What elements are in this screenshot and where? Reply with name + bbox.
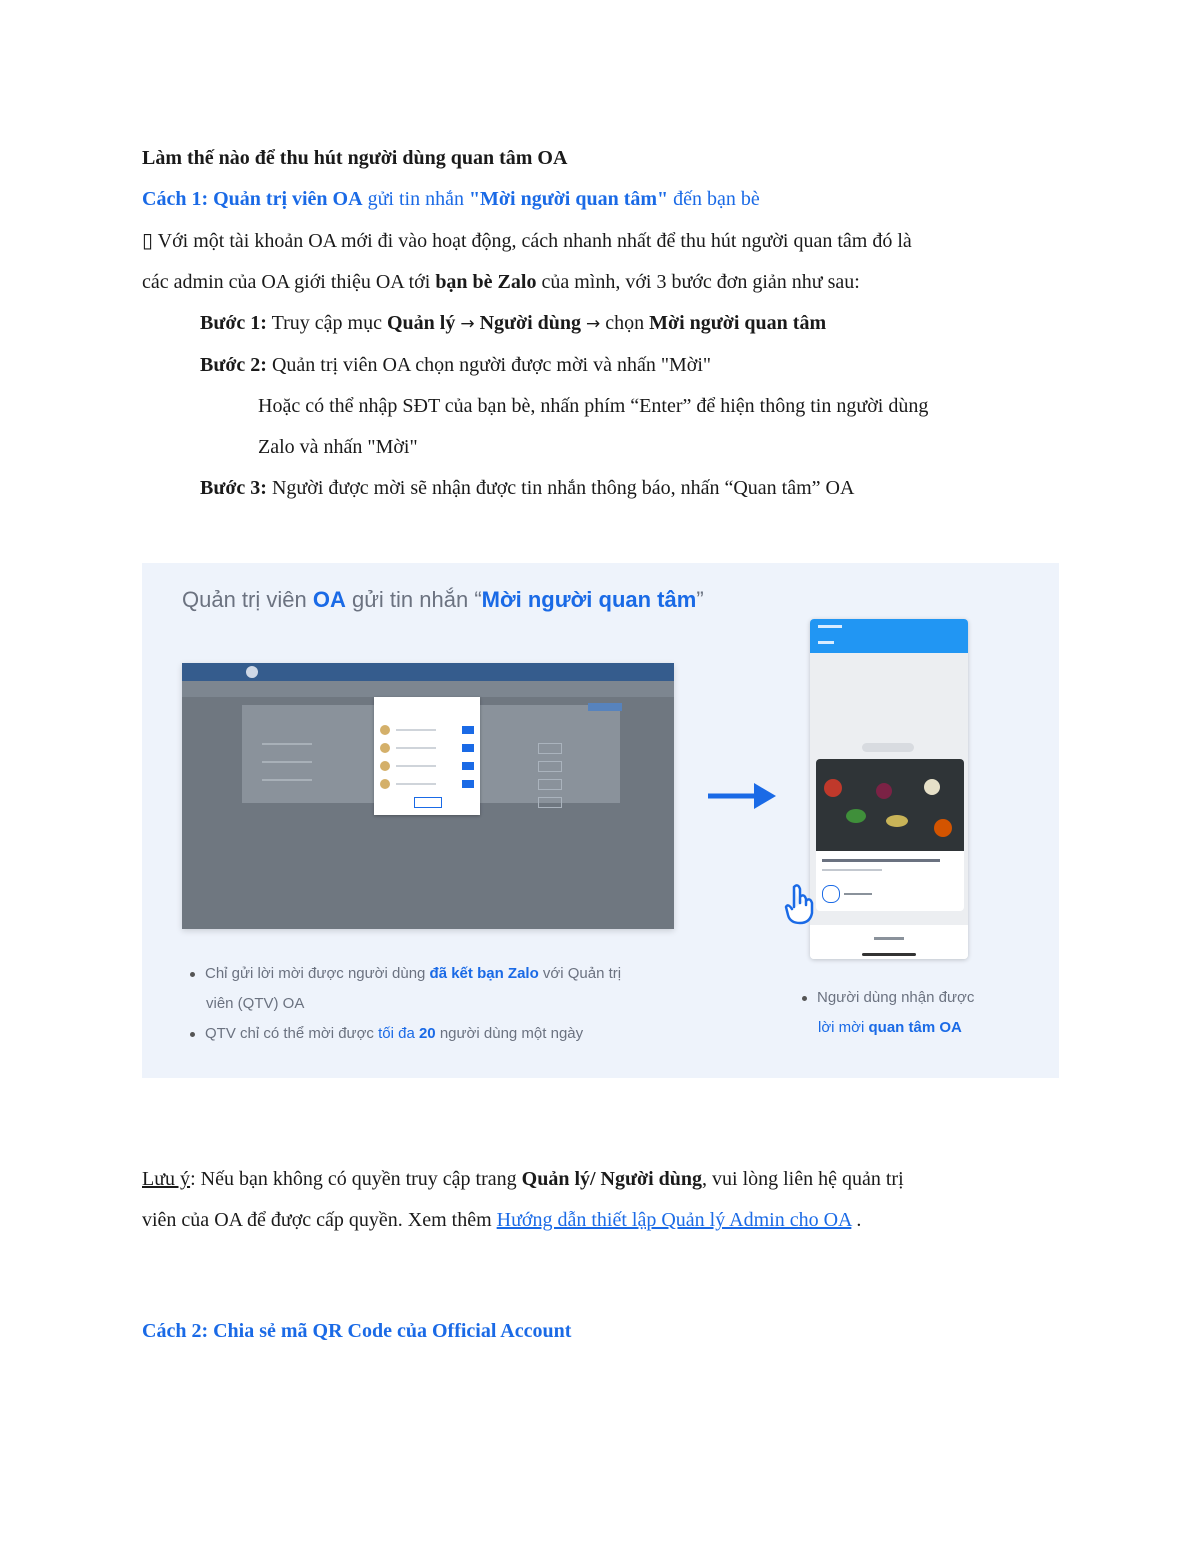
step-3 (142, 468, 1062, 509)
page-title: Làm thế nào để thu hút người dùng quan tâm OA (142, 147, 568, 169)
note-text-b: Quản lý/ Người dùng (521, 1168, 703, 1190)
phone-footer (810, 925, 968, 959)
note-line-2 (142, 1200, 1062, 1241)
bullet-item (190, 1019, 621, 1049)
step-1-text-b: Quản lý (386, 312, 456, 334)
method-1-mid: gửi tin nhắn (362, 188, 469, 210)
table-row (262, 779, 312, 781)
bullet-continuation: viên (QTV) OA (206, 995, 305, 1012)
step-1-label: Bước 1: (200, 312, 267, 334)
bullet-continuation (802, 1013, 974, 1043)
home-indicator (862, 953, 916, 956)
step-2-line-3: Zalo và nhấn "Mời" (258, 436, 418, 458)
invite-button (462, 780, 474, 788)
avatar (380, 725, 390, 735)
bullet-text: Người dùng nhận được (817, 989, 975, 1006)
dashboard-screenshot (182, 663, 674, 929)
vegetables-image (816, 759, 964, 851)
invite-modal (374, 697, 480, 815)
avatar (380, 743, 390, 753)
invite-button (462, 726, 474, 734)
intro-line-2 (142, 262, 1062, 303)
document-body (142, 138, 1062, 509)
hand-pointer-icon (782, 883, 822, 927)
bullet-text: với Quản trị (538, 965, 622, 982)
bullet-item (802, 983, 974, 1013)
step-2-line-2: Hoặc có thể nhập SĐT của bạn bè, nhấn phím “Enter” để hiện thông tin người dùng (258, 395, 929, 417)
intro-text-1: Với một tài khoản OA mới đi vào hoạt động, cách nhanh nhất để thu hút người quan tâm đó là (153, 230, 912, 252)
fig-title-b: OA (312, 587, 346, 612)
bullet-item (190, 959, 621, 989)
method-2-heading: Cách 2: Chia sẻ mã QR Code của Official Account (142, 1320, 572, 1342)
row-button (538, 761, 562, 772)
arrow-right-icon: → (460, 314, 475, 334)
arrow-right-icon-large (708, 781, 776, 811)
dashboard-nav (182, 681, 674, 697)
card-title-line (822, 859, 940, 862)
row-button (538, 743, 562, 754)
right-bullets (802, 983, 974, 1043)
table-row (262, 761, 312, 763)
fig-title-d: Mời người quan tâm (481, 587, 697, 612)
bullet-icon (802, 996, 807, 1001)
step-3-label: Bước 3: (200, 477, 267, 499)
back-icon (818, 641, 834, 644)
name-placeholder (396, 783, 436, 785)
admin-guide-link[interactable]: Hướng dẫn thiết lập Quản lý Admin cho OA (496, 1209, 852, 1231)
step-3-text: Người được mời sẽ nhận được tin nhắn thông báo, nhấn “Quan tâm” OA (266, 477, 855, 499)
bullet-highlight: lời mời (818, 1019, 869, 1036)
fig-title-a: Quản trị viên (182, 587, 313, 612)
tomato-icon (824, 779, 842, 797)
status-bar (818, 625, 842, 628)
illustration-title (182, 587, 704, 613)
invite-button (462, 762, 474, 770)
note-line-1 (142, 1159, 1062, 1200)
step-2-text: Quản trị viên OA chọn người được mời và nhấn "Mời" (266, 354, 712, 376)
pepper-icon (934, 819, 952, 837)
illustration (142, 563, 1059, 1078)
fig-title-c: gửi tin nhắn “ (345, 587, 482, 612)
arrow-right-icon-2: → (586, 314, 601, 334)
left-bullets (190, 959, 621, 1049)
phone-screenshot (810, 619, 968, 959)
method-1-quote: "Mời người quan tâm" (468, 188, 669, 210)
modal-footer-button (414, 797, 442, 808)
list-item (380, 779, 474, 791)
note-text-c: , vui lòng liên hệ quản trị (702, 1168, 904, 1190)
bullet-text: người dùng một ngày (435, 1025, 584, 1042)
vegetable-icon (886, 815, 908, 827)
note-text-e: . (851, 1209, 862, 1231)
note-label: Lưu ý (142, 1168, 191, 1190)
bullet-highlight: đã kết bạn Zalo (429, 965, 539, 982)
bullet-text: QTV chỉ có thể mời được (205, 1025, 379, 1042)
list-item (380, 725, 474, 737)
step-1-text-a: Truy cập mục (266, 312, 387, 334)
follow-label-line (844, 893, 872, 895)
garlic-icon (924, 779, 940, 795)
bullet-highlight: 20 (418, 1025, 436, 1042)
bullet-icon (190, 1032, 195, 1037)
missing-glyph-icon: ▯ (142, 228, 154, 252)
invite-message-card (816, 759, 964, 911)
step-1-text-c: Người dùng (479, 312, 582, 334)
bullet-text: Chỉ gửi lời mời được người dùng (205, 965, 430, 982)
logo-icon (246, 666, 258, 678)
list-item (380, 743, 474, 755)
phone-header (810, 619, 968, 653)
date-pill (862, 743, 914, 752)
step-2 (142, 345, 1062, 386)
bullet-highlight: tối đa (378, 1025, 419, 1042)
card-sub-line (822, 869, 882, 871)
step-1-text-e: Mời người quan tâm (649, 312, 827, 334)
table-row (262, 743, 312, 745)
step-1-text-d: chọn (600, 312, 650, 334)
note-text-a: : Nếu bạn không có quyền truy cập trang (190, 1168, 522, 1190)
row-button (538, 779, 562, 790)
method-1-suffix: đến bạn bè (668, 188, 760, 210)
intro-text-2b: bạn bè Zalo (435, 271, 537, 293)
footer-label (874, 937, 904, 940)
check-icon (822, 885, 840, 903)
chat-area (810, 653, 968, 925)
invite-button (462, 744, 474, 752)
intro-text-2a: các admin của OA giới thiệu OA tới (142, 271, 436, 293)
intro-line-1 (142, 220, 1062, 262)
step-1 (142, 303, 1062, 345)
bullet-highlight: quan tâm OA (868, 1019, 962, 1036)
method-1-prefix: Cách 1: Quản trị viên OA (142, 188, 363, 210)
name-placeholder (396, 765, 436, 767)
intro-text-2c: của mình, với 3 bước đơn giản như sau: (536, 271, 860, 293)
note-text-d: viên của OA để được cấp quyền. Xem thêm (142, 1209, 497, 1231)
bullet-icon (190, 972, 195, 977)
step-2-label: Bước 2: (200, 354, 267, 376)
invite-button-mini (588, 703, 622, 711)
list-item (380, 761, 474, 773)
fig-title-e: ” (696, 587, 704, 612)
name-placeholder (396, 729, 436, 731)
dashboard-header (182, 663, 674, 681)
leaf-icon (846, 809, 866, 823)
note-paragraph (142, 1159, 1062, 1241)
name-placeholder (396, 747, 436, 749)
avatar (380, 761, 390, 771)
avatar (380, 779, 390, 789)
onion-icon (876, 783, 892, 799)
method-1-heading (142, 179, 1062, 220)
row-button (538, 797, 562, 808)
